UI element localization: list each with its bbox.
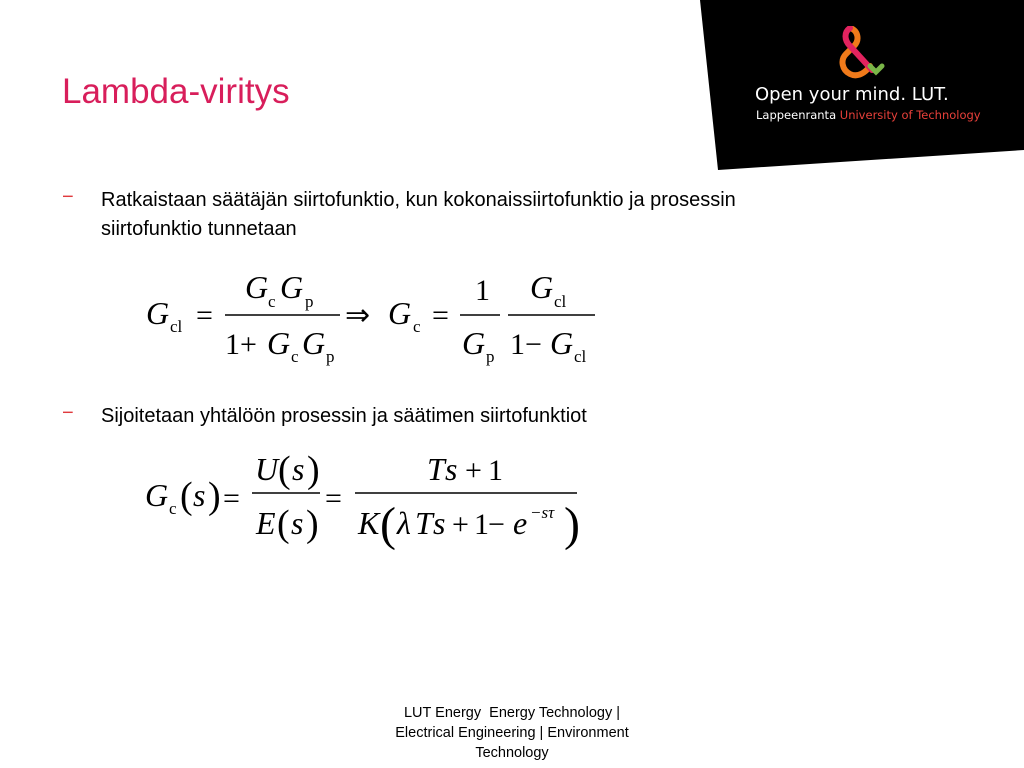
eq2-den-plus: +: [452, 508, 469, 541]
eq2-e: e: [513, 505, 528, 541]
university-suffix: University of Technology: [839, 108, 981, 122]
eq2-num-plus: +: [465, 454, 482, 487]
eq2-den-T: T: [415, 505, 433, 541]
eq1-sub-cl: cl: [170, 317, 183, 336]
eq1-frac3-G: G: [530, 269, 554, 305]
eq2-G: G: [145, 477, 169, 513]
eq1-frac2-sub-p: p: [486, 347, 495, 366]
eq2-lparen: (: [180, 475, 193, 517]
eq2-sub-c: c: [169, 499, 177, 518]
eq2-rparen: ): [208, 475, 221, 517]
eq2-den-minus: −: [488, 508, 505, 541]
eq1-equals: =: [196, 299, 213, 332]
eq2-num-s2: s: [445, 451, 458, 487]
eq2-num-one: 1: [488, 454, 503, 487]
footer-line-2: Electrical Engineering | Environment: [395, 725, 629, 741]
tagline: Open your mind. LUT.: [755, 84, 949, 105]
eq1-den-one: 1: [225, 328, 240, 361]
eq2-U: U: [255, 451, 279, 487]
eq2-den-one: 1: [474, 508, 489, 541]
footer-department: [362, 703, 662, 763]
eq1-frac2-G: G: [462, 325, 486, 361]
eq2-den-s: s: [291, 505, 304, 541]
eq2-num-s: s: [292, 451, 305, 487]
eq1-num-G1: G: [245, 269, 269, 305]
eq1-frac3-G2: G: [550, 325, 574, 361]
bullet-text-2: Sijoitetaan yhtälöön prosessin ja säätimen siirtofunktiot: [101, 405, 587, 427]
eq2-den-lparen: (: [277, 503, 290, 545]
footer-line-1: LUT Energy Energy Technology |: [403, 705, 621, 721]
eq2-den-rparen: ): [306, 503, 319, 545]
eq1-equals-2: =: [432, 299, 449, 332]
eq1-num-sub-p: p: [305, 292, 314, 311]
equation-1: [140, 262, 610, 372]
bullet-text-1-line2: siirtofunktio tunnetaan: [101, 218, 297, 240]
eq1-den-G1: G: [267, 325, 291, 361]
eq1-den-plus: +: [240, 328, 257, 361]
eq1-sub-c: c: [413, 317, 421, 336]
lut-logo-icon: [836, 26, 888, 82]
eq1-implies: ⇒: [345, 299, 371, 332]
eq2-num-lparen: (: [278, 449, 291, 491]
eq2-K: K: [358, 505, 380, 541]
university-name: [756, 108, 981, 122]
slide-title: Lambda-viritys: [62, 72, 290, 111]
eq1-den-sub-p: p: [326, 347, 335, 366]
eq1-num-sub-c: c: [268, 292, 276, 311]
eq2-E: E: [256, 505, 276, 541]
footer-line-3: Technology: [475, 745, 549, 761]
university-prefix: Lappeenranta: [756, 108, 837, 122]
eq1-frac3-one: 1: [510, 328, 525, 361]
equation-2: [140, 448, 590, 553]
eq2-num-T: T: [427, 451, 445, 487]
eq2-den-s2: s: [433, 505, 446, 541]
eq1-frac3-sub-cl: cl: [554, 292, 567, 311]
bullet-text-1-line1: Ratkaistaan säätäjän siirtofunktio, kun kokonaissiirtofunktio ja prosessin: [101, 189, 736, 211]
eq1-frac3-sub-cl2: cl: [574, 347, 587, 366]
eq1-G-c: G: [388, 295, 412, 331]
bullet-marker-1: −: [62, 186, 74, 208]
eq1-frac3-minus: −: [525, 328, 542, 361]
eq2-big-lparen: (: [380, 498, 396, 551]
eq1-frac2-one: 1: [475, 274, 490, 307]
bullet-text-1: [101, 186, 961, 244]
bullet-marker-2: −: [62, 402, 74, 424]
eq1-den-G2: G: [302, 325, 326, 361]
eq1-num-G2: G: [280, 269, 304, 305]
eq2-s: s: [193, 477, 206, 513]
eq2-equals-2: =: [325, 482, 342, 515]
eq2-lambda: λ: [397, 505, 411, 541]
eq1-G-cl: G: [146, 295, 170, 331]
eq2-exponent: −sτ: [530, 503, 555, 522]
eq2-num-rparen: ): [307, 449, 320, 491]
eq1-den-sub-c: c: [291, 347, 299, 366]
eq2-big-rparen: ): [564, 498, 580, 551]
eq2-equals-1: =: [223, 482, 240, 515]
